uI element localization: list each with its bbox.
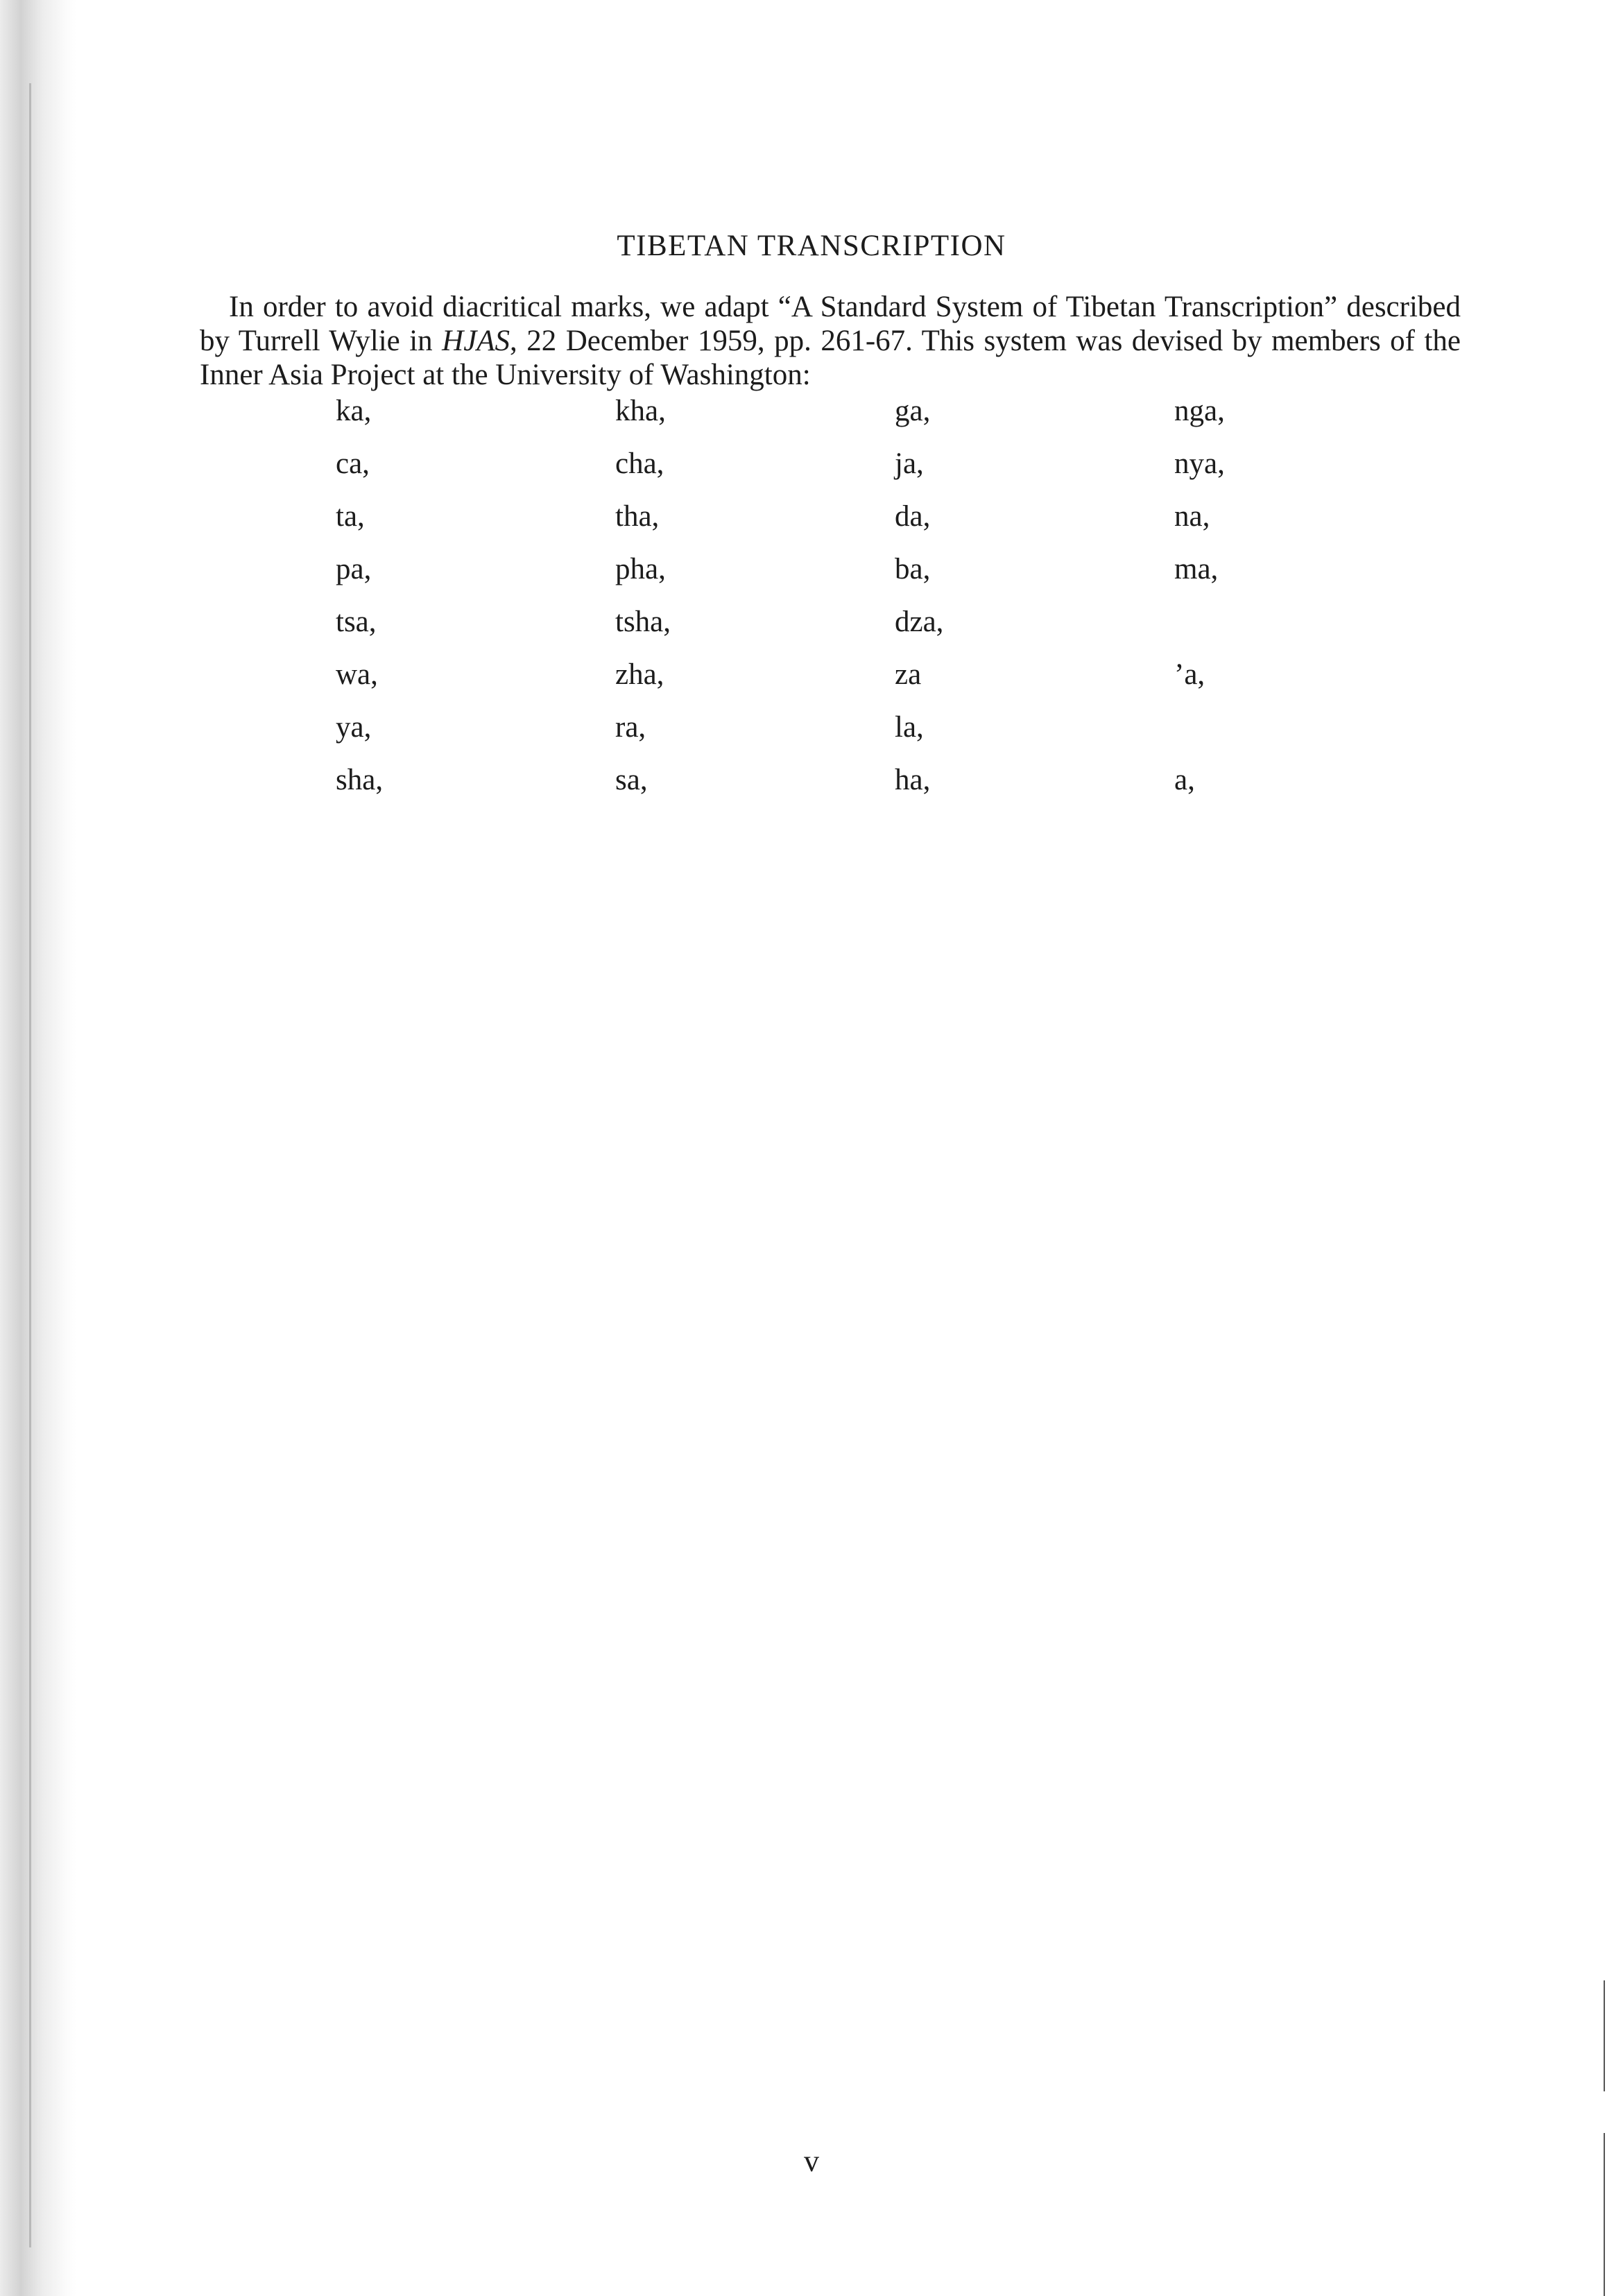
syllable-cell: ta,	[336, 500, 365, 533]
syllable-cell	[1174, 605, 1382, 658]
intro-text-after-journal: , 22 December 1959, pp. 261-67. This system was devised by members of the Inner Asia Project at the University of Washington:	[200, 325, 1461, 391]
syllable-cell: sha,	[336, 764, 384, 796]
syllable-cell: na,	[1174, 500, 1210, 533]
syllable-cell: ba,	[895, 553, 931, 585]
syllable-cell: tsha,	[615, 606, 671, 638]
page-number: v	[804, 2144, 819, 2178]
syllable-cell: ’a,	[1174, 658, 1205, 691]
syllable-cell: ya,	[336, 711, 372, 744]
syllable-cell: ca,	[336, 447, 370, 480]
syllable-cell: zha,	[615, 658, 664, 691]
syllable-cell: dza,	[895, 606, 944, 638]
syllable-cell	[1174, 710, 1382, 763]
syllable-cell: tha,	[615, 500, 660, 533]
page-title: TIBETAN TRANSCRIPTION	[617, 230, 1006, 262]
syllable-cell: nya,	[1174, 447, 1225, 480]
scan-binding-line	[29, 83, 31, 2247]
syllable-cell: ma,	[1174, 553, 1219, 585]
journal-title: HJAS	[442, 325, 510, 357]
intro-paragraph	[200, 290, 1461, 392]
syllable-cell: la,	[895, 711, 924, 744]
syllable-cell: da,	[895, 500, 931, 533]
scan-edge-mark	[1604, 1980, 1605, 2091]
syllable-cell: ra,	[615, 711, 646, 744]
syllable-cell: kha,	[615, 395, 666, 427]
intro-text-before-journal: In order to avoid diacritical marks, we adapt “A Standard System of Tibetan Transcription” described by Turrell Wylie in	[200, 291, 1461, 357]
syllable-cell: pha,	[615, 553, 666, 585]
scan-binding-edge	[0, 0, 76, 2296]
transcription-table	[336, 394, 1382, 816]
syllable-cell: wa,	[336, 658, 378, 691]
syllable-cell: tsa,	[336, 606, 377, 638]
syllable-cell: ja,	[895, 447, 924, 480]
syllable-cell: nga,	[1174, 395, 1225, 427]
syllable-cell: za	[895, 658, 922, 691]
syllable-cell: pa,	[336, 553, 372, 585]
syllable-cell: sa,	[615, 764, 648, 796]
syllable-cell: cha,	[615, 447, 664, 480]
syllable-cell: ha,	[895, 764, 931, 796]
syllable-cell: a,	[1174, 764, 1195, 796]
syllable-cell: ka,	[336, 395, 372, 427]
syllable-cell: ga,	[895, 395, 931, 427]
